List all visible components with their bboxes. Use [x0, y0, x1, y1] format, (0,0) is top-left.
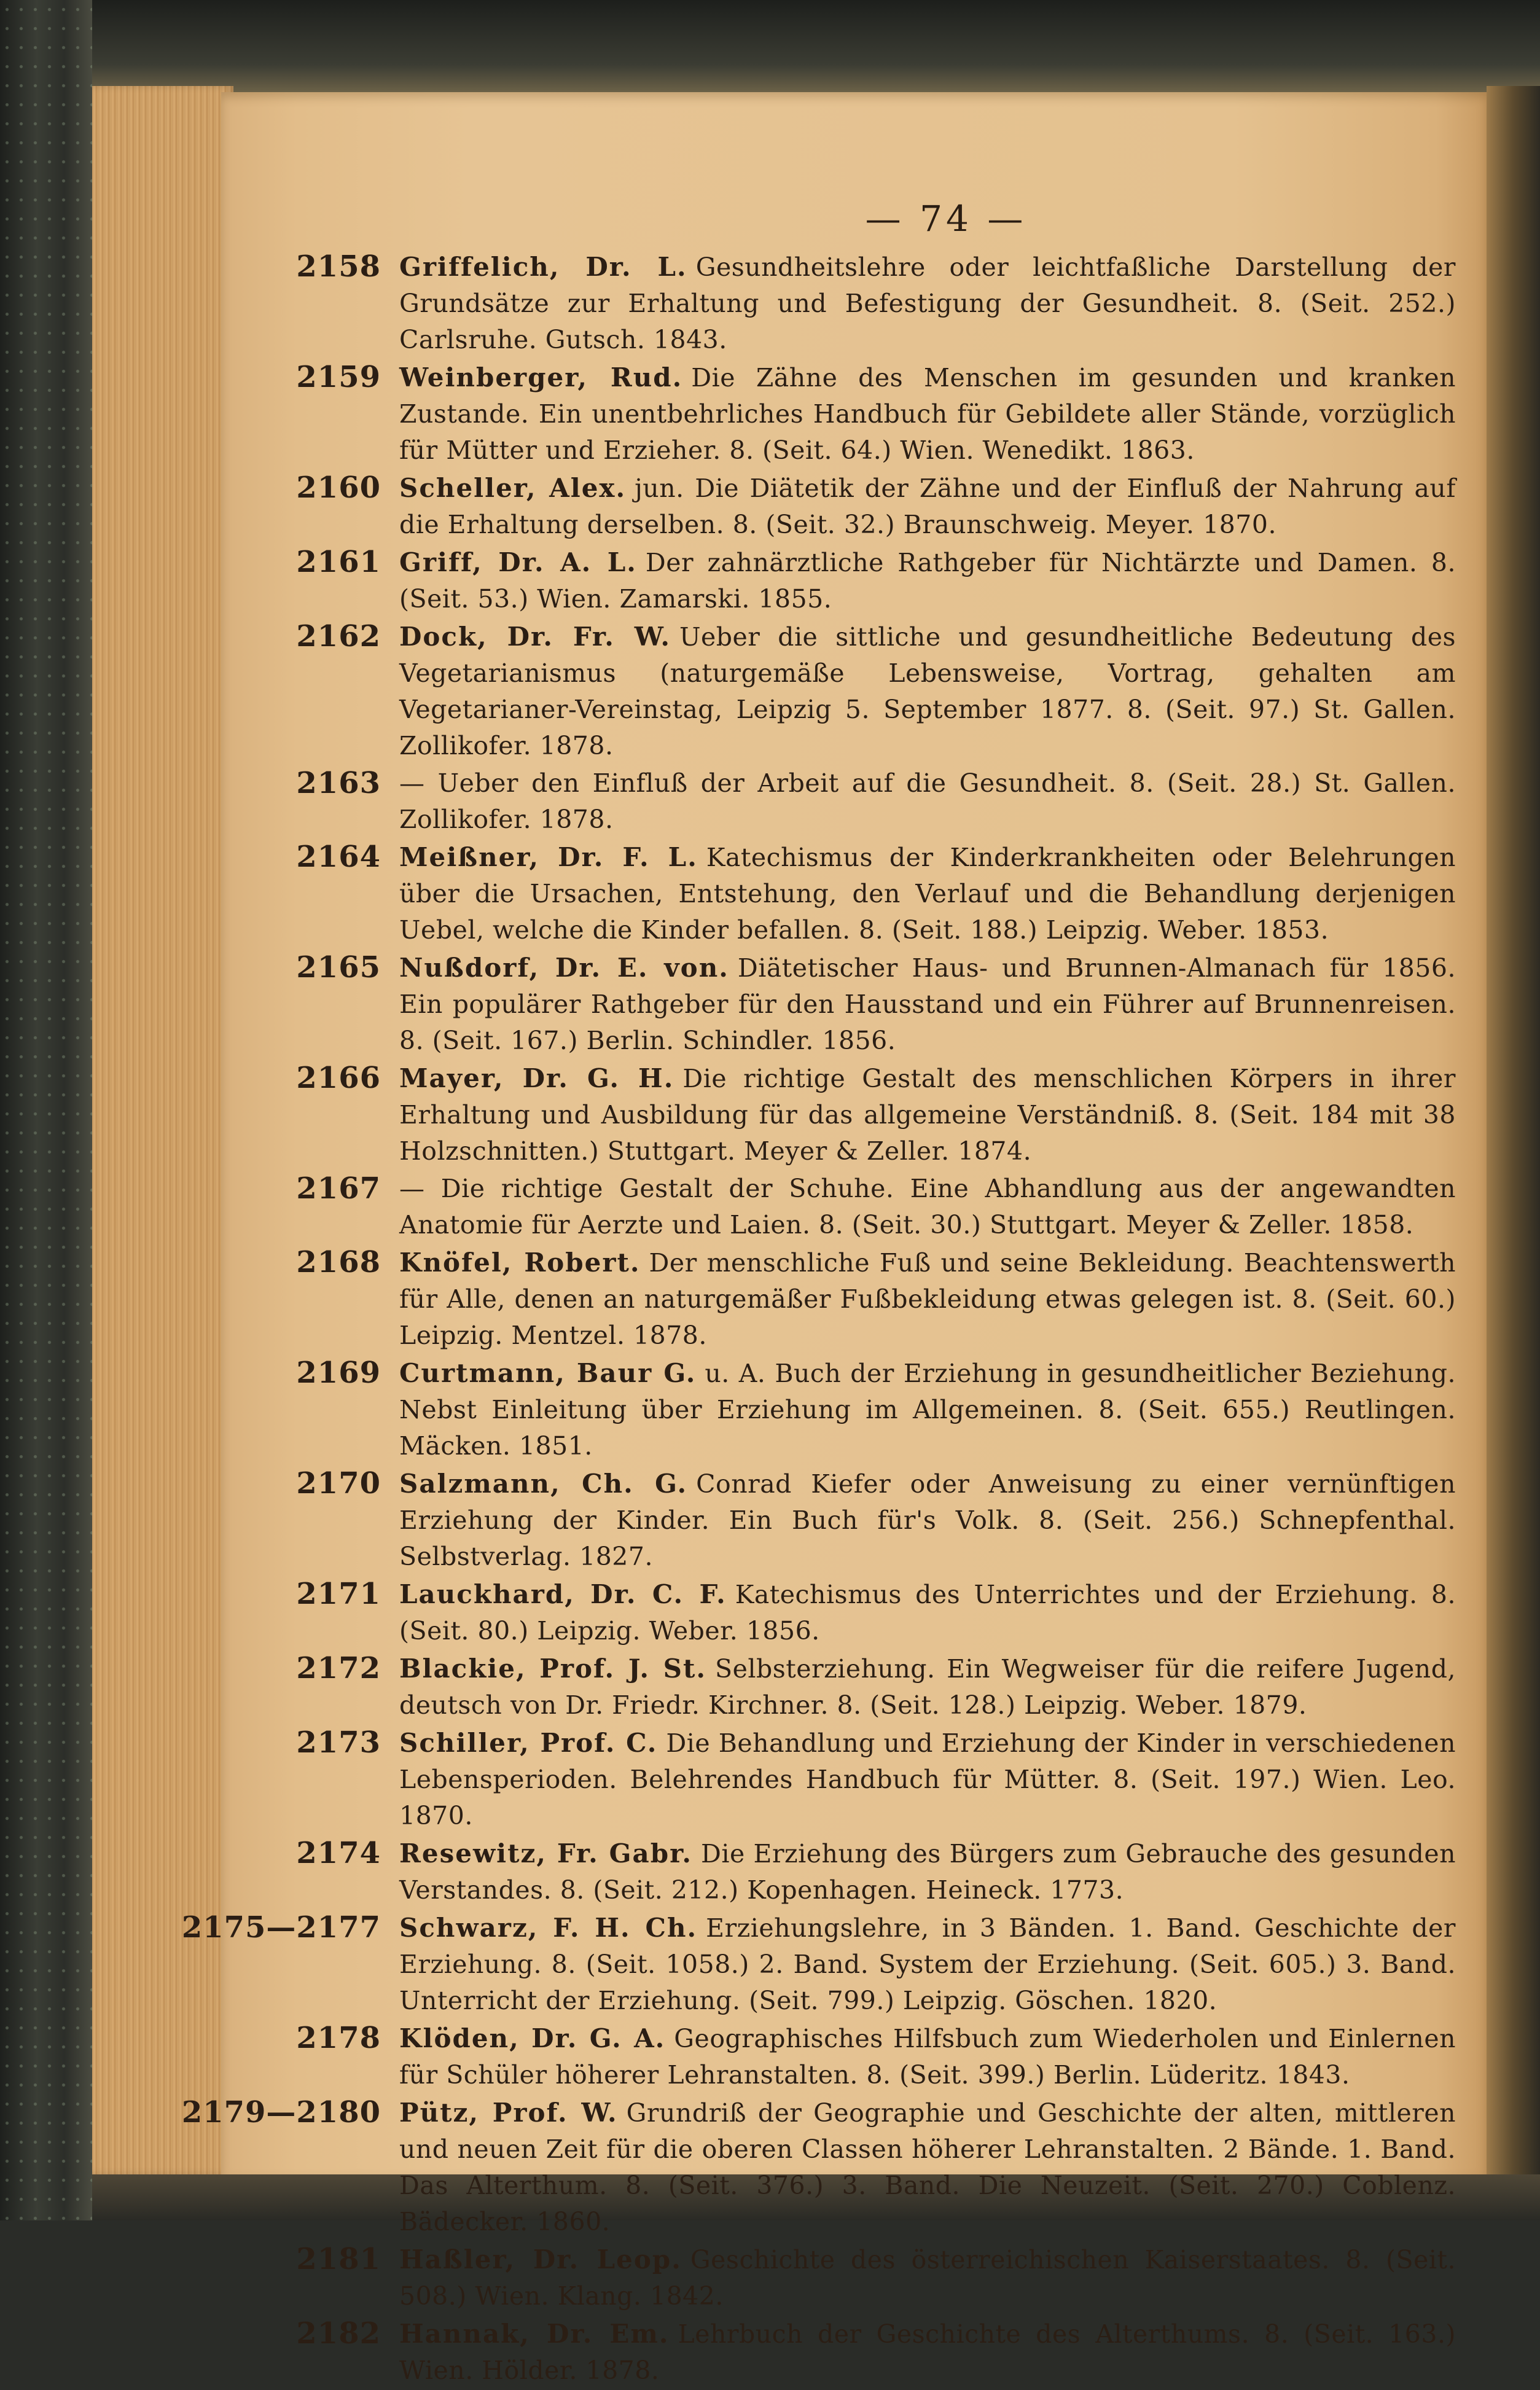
- bibliography-entry: [296, 839, 1456, 948]
- book-right-edge: [1487, 86, 1540, 2193]
- entry-body: [399, 470, 1456, 543]
- entry-text: jun. Die Diätetik der Zähne und der Einfluß der Nahrung auf die Erhaltung derselben. 8. (Seit. 32.) Braunschweig. Meyer. 1870.: [399, 474, 1456, 539]
- entry-number: 2163: [296, 766, 381, 800]
- entry-number: 2168: [296, 1245, 381, 1279]
- bibliography-entry: [296, 1060, 1456, 1170]
- entry-author: Klöden, Dr. G. A.: [399, 2023, 666, 2053]
- bibliography-entry: [296, 765, 1456, 838]
- bibliography-entry: [296, 1171, 1456, 1243]
- entry-text: Katechismus der Kinderkrankheiten oder Belehrungen über die Ursachen, Entstehung, den Verlauf und die Behandlung derjenigen Uebel, welche die Kinder befallen. 8. (Seit. 188.) Leipzig. Weber. 1853.: [399, 843, 1456, 945]
- bibliography-entry: [296, 2241, 1456, 2314]
- entry-number: 2161: [296, 545, 381, 579]
- entry-text: Der zahnärztliche Rathgeber für Nichtärzte und Damen. 8. (Seit. 53.) Wien. Zamarski. 1855.: [399, 548, 1456, 614]
- entry-author: Griff, Dr. A. L.: [399, 547, 637, 577]
- entry-author: Meißner, Dr. F. L.: [399, 842, 698, 872]
- entry-number: 2170: [296, 1466, 381, 1501]
- entry-body: [399, 839, 1456, 948]
- entry-number: 2181: [296, 2242, 381, 2276]
- bibliography-entry: [296, 2020, 1456, 2093]
- entry-number: 2167: [296, 1171, 381, 1206]
- entry-number: 2178: [296, 2021, 381, 2055]
- entry-number: 2159: [296, 360, 381, 394]
- bibliography-entry: [296, 470, 1456, 543]
- entry-text: Lehrbuch der Geschichte des Alterthums. 8. (Seit. 163.) Wien. Hölder. 1878.: [399, 2319, 1456, 2385]
- entry-number: 2182: [296, 2316, 381, 2351]
- entry-number: 2169: [296, 1356, 381, 1390]
- entry-author: Curtmann, Baur G.: [399, 1358, 697, 1388]
- entry-text: u. A. Buch der Erziehung in gesundheitlicher Beziehung. Nebst Einleitung über Erziehung im Allgemeinen. 8. (Seit. 655.) Reutlingen. Mäcken. 1851.: [399, 1359, 1456, 1461]
- bibliography-entry: [296, 1650, 1456, 1724]
- entry-body: [399, 619, 1456, 764]
- entry-body: [399, 1060, 1456, 1170]
- entry-number: 2165: [296, 950, 381, 985]
- entry-number: 2171: [296, 1577, 381, 1611]
- entry-text: Grundriß der Geographie und Geschichte der alten, mittleren und neuen Zeit für die oberen Classen höherer Lehranstalten. 2 Bände. 1. Band. Das Alterthum. 8. (Seit. 376.) 3. Band. Die Neuzeit. (Seit. 270.) Coblenz. Bädecker. 1860.: [399, 2098, 1456, 2236]
- entry-author: Resewitz, Fr. Gabr.: [399, 1838, 693, 1869]
- entry-text: — Die richtige Gestalt der Schuhe. Eine Abhandlung aus der angewandten Anatomie für Aerzte und Laien. 8. (Seit. 30.) Stuttgart. Meyer & Zeller. 1858.: [399, 1174, 1456, 1240]
- bibliography-entry: [181, 1910, 1456, 2019]
- entry-body: [399, 1835, 1456, 1908]
- bibliography-entry: [181, 2095, 1456, 2240]
- entry-text: Katechismus des Unterrichtes und der Erziehung. 8. (Seit. 80.) Leipzig. Weber. 1856.: [399, 1580, 1456, 1646]
- entry-text: Der menschliche Fuß und seine Bekleidung. Beachtenswerth für Alle, denen an naturgemäßer Fußbekleidung etwas gelegen ist. 8. (Seit. 60.) Leipzig. Mentzel. 1878.: [399, 1248, 1456, 1350]
- entry-author: Schiller, Prof. C.: [399, 1728, 658, 1758]
- entry-body: [399, 1244, 1456, 1354]
- entry-number: 2166: [296, 1061, 381, 1095]
- entry-number: 2174: [296, 1836, 381, 1870]
- bibliography-entry: [296, 950, 1456, 1059]
- entry-number: 2162: [296, 619, 381, 654]
- entry-author: Lauckhard, Dr. C. F.: [399, 1579, 727, 1609]
- bibliography-entry: [296, 1835, 1456, 1908]
- entry-author: Scheller, Alex.: [399, 473, 627, 503]
- entry-author: Weinberger, Rud.: [399, 362, 683, 392]
- entry-number: 2158: [296, 249, 381, 284]
- entry-body: [399, 1725, 1456, 1834]
- entry-text: Die richtige Gestalt des menschlichen Körpers in ihrer Erhaltung und Ausbildung für das allgemeine Verständniß. 8. (Seit. 184 mit 38 Holzschnitten.) Stuttgart. Meyer & Zeller. 1874.: [399, 1064, 1456, 1166]
- entry-author: Griffelich, Dr. L.: [399, 252, 687, 282]
- bibliography-list: [181, 249, 1456, 2390]
- entry-text: Die Zähne des Menschen im gesunden und kranken Zustande. Ein unentbehrliches Handbuch für Gebildete aller Stände, vorzüglich für Mütter und Erzieher. 8. (Seit. 64.) Wien. Wenedikt. 1863.: [399, 363, 1456, 465]
- entry-body: [399, 1171, 1456, 1243]
- page-number: — 74 —: [865, 198, 1027, 240]
- entry-body: [399, 765, 1456, 838]
- entry-text: Diätetischer Haus- und Brunnen-Almanach für 1856. Ein populärer Rathgeber für den Hausstand und ein Führer auf Brunnenreisen. 8. (Seit. 167.) Berlin. Schindler. 1856.: [399, 953, 1456, 1055]
- entry-body: [399, 2095, 1456, 2240]
- entry-body: [399, 359, 1456, 469]
- entry-number: 2164: [296, 840, 381, 874]
- entry-body: [399, 1355, 1456, 1464]
- bibliography-entry: [296, 619, 1456, 764]
- entry-body: [399, 249, 1456, 358]
- entry-body: [399, 1466, 1456, 1575]
- entry-author: Blackie, Prof. J. St.: [399, 1654, 706, 1684]
- entry-text: — Ueber den Einfluß der Arbeit auf die Gesundheit. 8. (Seit. 28.) St. Gallen. Zollikofer. 1878.: [399, 768, 1456, 834]
- entry-body: [399, 950, 1456, 1059]
- entry-body: [399, 1650, 1456, 1724]
- entry-text: Die Behandlung und Erziehung der Kinder in verschiedenen Lebensperioden. Belehrendes Handbuch für Mütter. 8. (Seit. 197.) Wien. Leo. 1870.: [399, 1728, 1456, 1830]
- entry-author: Haßler, Dr. Leop.: [399, 2244, 682, 2275]
- entry-body: [399, 2241, 1456, 2314]
- entry-text: Conrad Kiefer oder Anweisung zu einer vernünftigen Erziehung der Kinder. Ein Buch für's Volk. 8. (Seit. 256.) Schnepfenthal. Selbstverlag. 1827.: [399, 1469, 1456, 1571]
- entry-author: Schwarz, F. H. Ch.: [399, 1913, 698, 1943]
- bibliography-entry: [296, 1244, 1456, 1354]
- entry-number: 2179—2180: [181, 2095, 381, 2130]
- entry-text: Die Erziehung des Bürgers zum Gebrauche des gesunden Verstandes. 8. (Seit. 212.) Kopenhagen. Heineck. 1773.: [399, 1839, 1456, 1905]
- entry-number: 2175—2177: [181, 1910, 381, 1945]
- bibliography-entry: [296, 544, 1456, 617]
- entry-number: 2160: [296, 471, 381, 505]
- entry-number: 2173: [296, 1725, 381, 1760]
- entry-text: Ueber die sittliche und gesundheitliche Bedeutung des Vegetarianismus (naturgemäße Lebensweise, Vortrag, gehalten am Vegetarianer-Vereinstag, Leipzig 5. September 1877. 8. (Seit. 97.) St. Gallen. Zollikofer. 1878.: [399, 622, 1456, 760]
- entry-body: [399, 544, 1456, 617]
- scan-background-top: [0, 0, 1540, 92]
- bibliography-entry: [296, 1355, 1456, 1464]
- entry-body: [399, 2316, 1456, 2389]
- book-cover-edge: [0, 0, 92, 2220]
- entry-author: Pütz, Prof. W.: [399, 2098, 618, 2128]
- entry-text: Erziehungslehre, in 3 Bänden. 1. Band. Geschichte der Erziehung. 8. (Seit. 1058.) 2. Band. System der Erziehung. (Seit. 605.) 3. Band. Unterricht der Erziehung. (Seit. 799.) Leipzig. Göschen. 1820.: [399, 1913, 1456, 2015]
- bibliography-entry: [296, 1576, 1456, 1649]
- entry-text: Geographisches Hilfsbuch zum Wiederholen und Einlernen für Schüler höherer Lehranstalten. 8. (Seit. 399.) Berlin. Lüderitz. 1843.: [399, 2024, 1456, 2090]
- entry-number: 2172: [296, 1651, 381, 1685]
- entry-author: Mayer, Dr. G. H.: [399, 1063, 674, 1093]
- bibliography-entry: [296, 249, 1456, 358]
- entry-author: Knöfel, Robert.: [399, 1248, 641, 1278]
- entry-author: Salzmann, Ch. G.: [399, 1469, 688, 1499]
- bibliography-entry: [296, 1725, 1456, 1834]
- entry-author: Dock, Dr. Fr. W.: [399, 622, 671, 652]
- bibliography-entry: [296, 1466, 1456, 1575]
- entry-body: [399, 1910, 1456, 2019]
- entry-body: [399, 2020, 1456, 2093]
- bibliography-entry: [296, 359, 1456, 469]
- entry-body: [399, 1576, 1456, 1649]
- entry-text: Selbsterziehung. Ein Wegweiser für die reifere Jugend, deutsch von Dr. Friedr. Kirchner. 8. (Seit. 128.) Leipzig. Weber. 1879.: [399, 1654, 1456, 1720]
- entry-author: Hannak, Dr. Em.: [399, 2319, 670, 2349]
- bibliography-entry: [296, 2316, 1456, 2389]
- entry-text: Geschichte des österreichischen Kaiserstaates. 8. (Seit. 508.) Wien. Klang. 1842.: [399, 2245, 1456, 2311]
- entry-author: Nußdorf, Dr. E. von.: [399, 953, 729, 983]
- entry-text: Gesundheitslehre oder leichtfaßliche Darstellung der Grundsätze zur Erhaltung und Befestigung der Gesundheit. 8. (Seit. 252.) Carlsruhe. Gutsch. 1843.: [399, 252, 1456, 354]
